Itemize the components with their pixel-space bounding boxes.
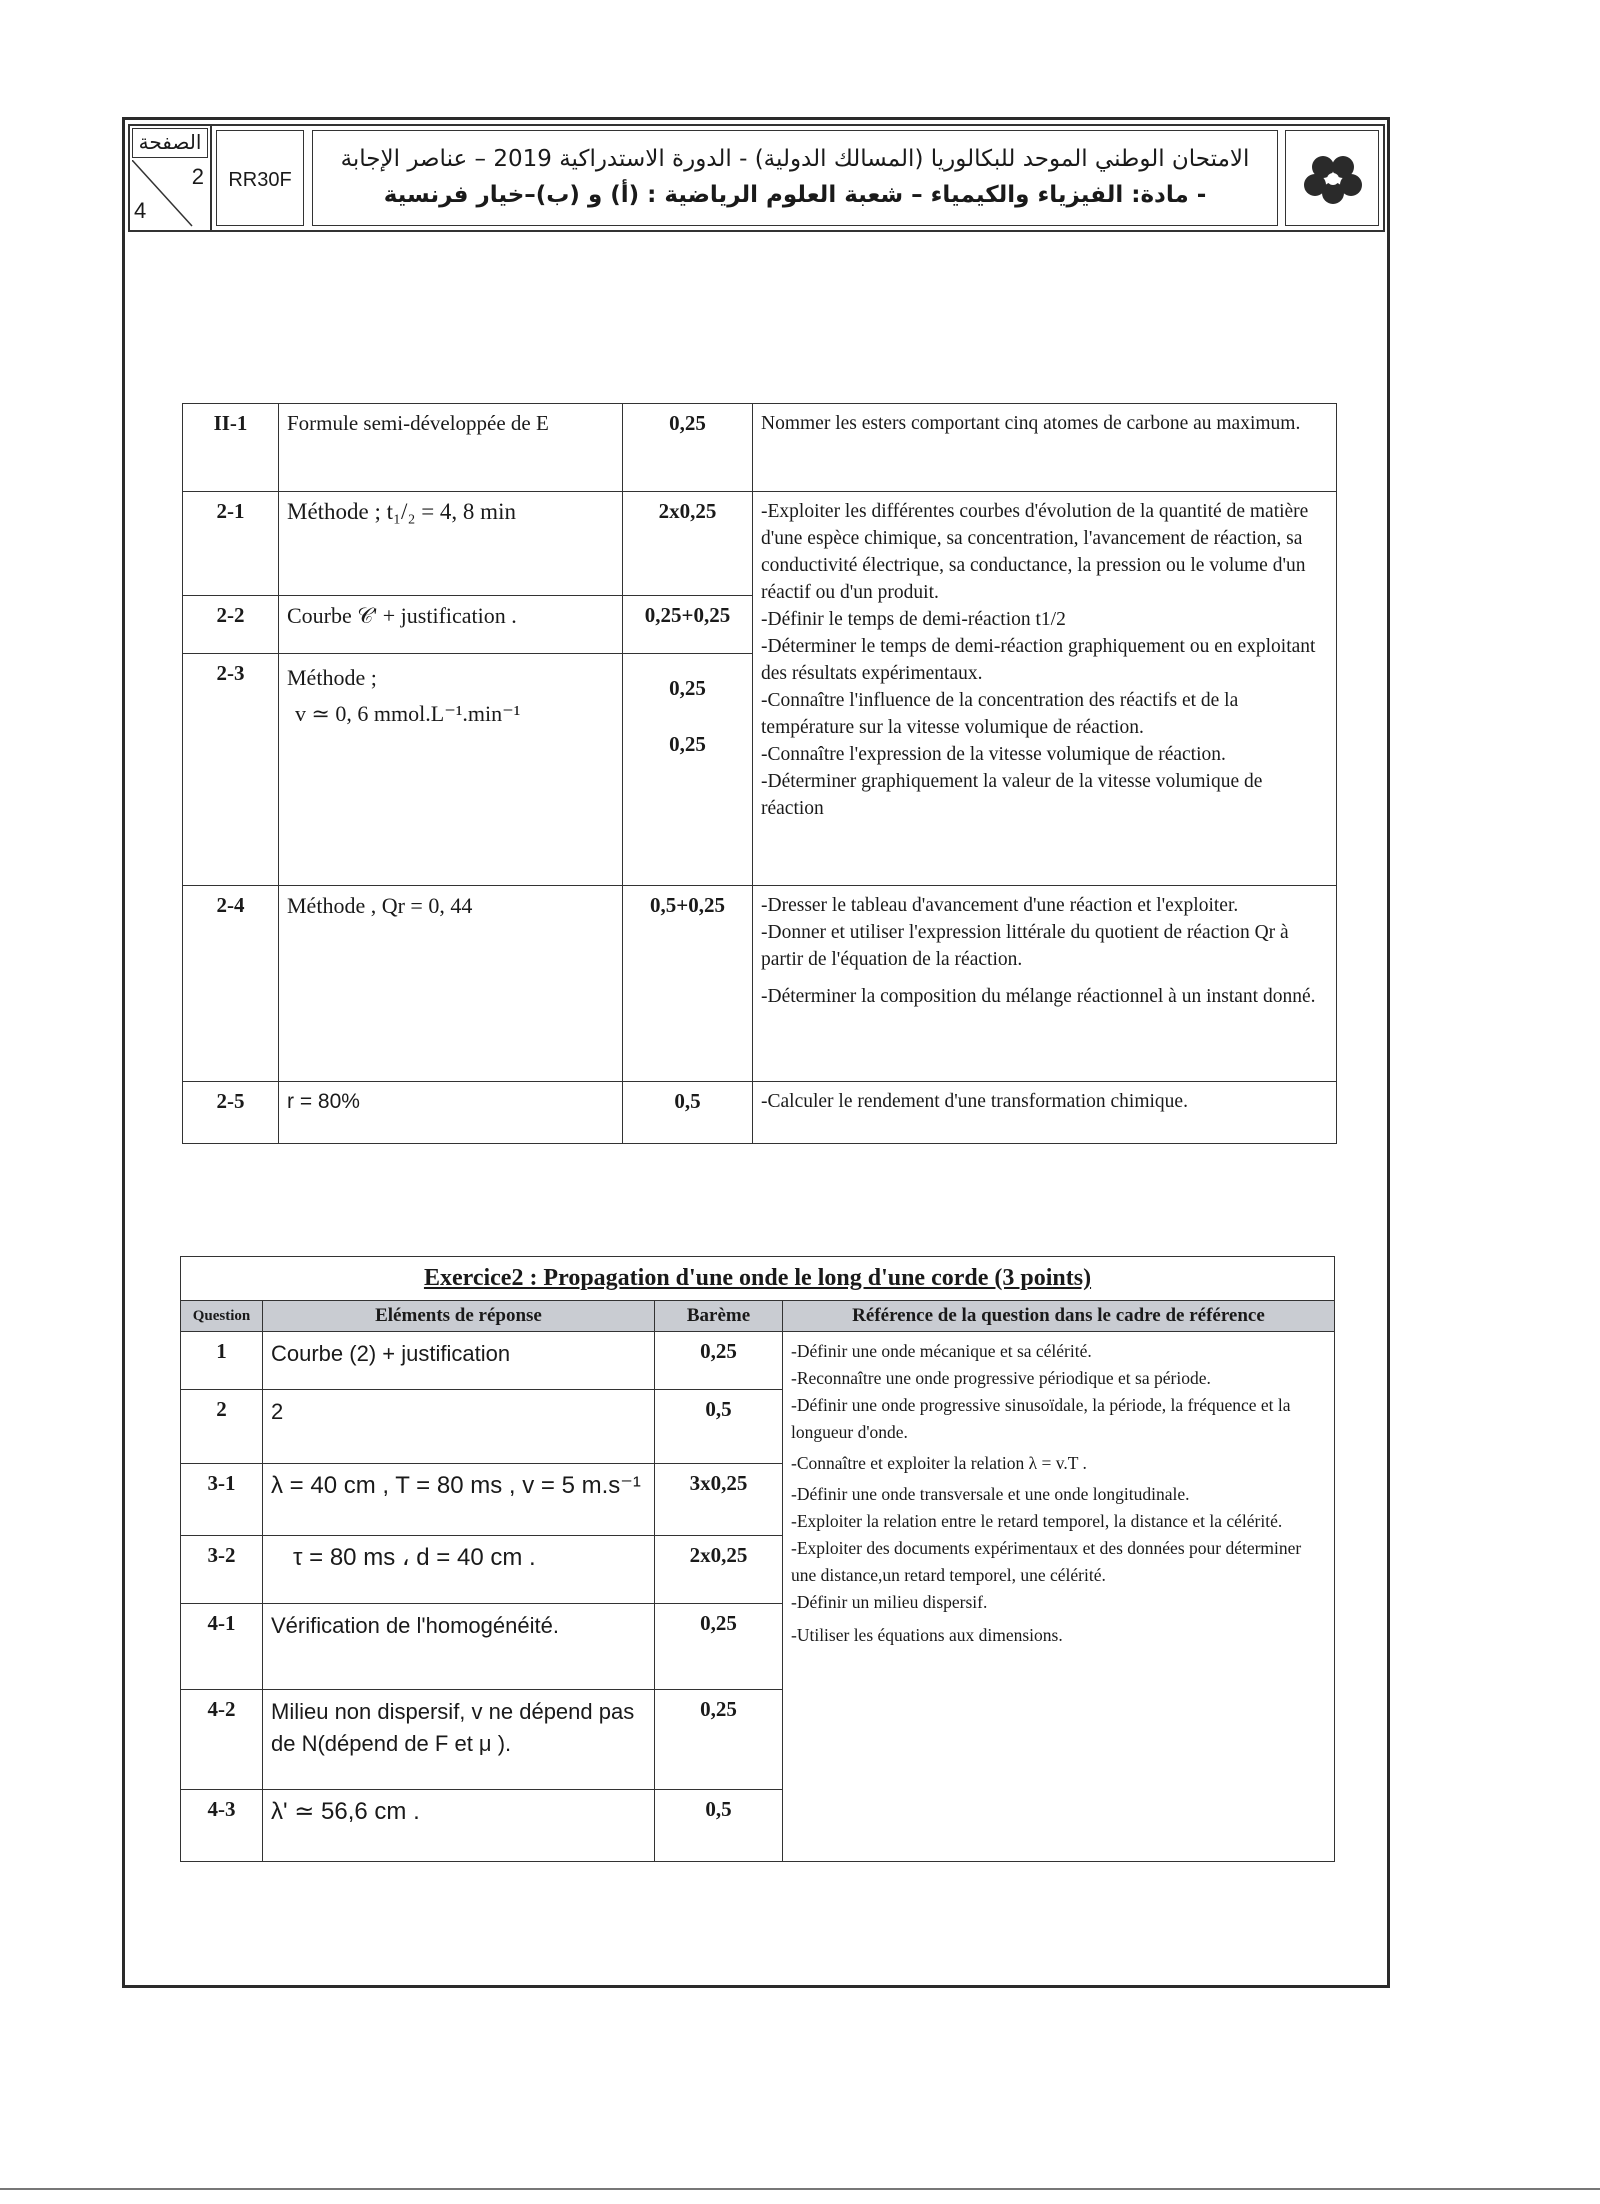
reference-text: -Déterminer graphiquement la valeur de la vitesse volumique de réaction [761, 771, 1263, 819]
wave-exercise-table [180, 1256, 1335, 1862]
header-row [181, 1301, 1335, 1332]
score-cell [623, 654, 753, 886]
question-number: 4-1 [181, 1604, 263, 1690]
exercise-title-text: Exercice2 : Propagation d'une onde le long d'une corde (3 points) [423, 1265, 1092, 1291]
scan-edge-line [0, 2188, 1600, 2190]
question-number: 2-4 [183, 886, 279, 1082]
ministry-logo [1285, 130, 1379, 226]
score-cell: 0,5 [623, 1082, 753, 1144]
reference-text: -Déterminer le temps de demi-réaction graphiquement ou en exploitant des résultats expérimentaux. [761, 636, 1316, 684]
reference-text: -Connaître et exploiter la relation λ = v.T . [791, 1453, 1087, 1473]
score-cell: 0,25 [655, 1690, 783, 1790]
column-header-score: Barème [655, 1301, 783, 1332]
score-value: 0,25 [669, 676, 706, 700]
exercise-title [181, 1257, 1335, 1301]
reference-text: -Connaître l'expression de la vitesse volumique de réaction. [761, 744, 1226, 765]
exam-title [312, 130, 1278, 226]
question-number: 2-5 [183, 1082, 279, 1144]
answer-cell: Méthode ; t₁/₂ = 4, 8 min [279, 492, 623, 596]
question-number: 2-3 [183, 654, 279, 886]
reference-text: -Connaître l'influence de la concentration des réactifs et de la température sur la vitesse volumique de réaction. [761, 690, 1239, 738]
reference-text: -Définir une onde mécanique et sa célérité. [791, 1341, 1092, 1361]
reference-text: -Exploiter les différentes courbes d'évolution de la quantité de matière d'une espèce chimique, sa concentration, l'avancement de réaction, sa conductivité électrique, sa conductance, la pression ou le volume d'un réactif ou d'un produit. [761, 501, 1309, 603]
reference-text: -Utiliser les équations aux dimensions. [791, 1625, 1063, 1645]
column-header-reference: Référence de la question dans le cadre de référence [783, 1301, 1335, 1332]
reference-text: -Donner et utiliser l'expression littérale du quotient de réaction Qr à partir de l'équation de la réaction. [761, 922, 1289, 970]
page-label: الصفحة [132, 128, 208, 158]
answer-cell: Formule semi-développée de E [279, 404, 623, 492]
question-number: 2-1 [183, 492, 279, 596]
table-row [181, 1332, 1335, 1390]
question-number: 4-3 [181, 1790, 263, 1862]
score-cell: 2x0,25 [655, 1536, 783, 1604]
score-cell: 2x0,25 [623, 492, 753, 596]
reference-text: -Définir une onde progressive sinusoïdale, la période, la fréquence et la longueur d'onde. [791, 1395, 1291, 1442]
question-number: 4-2 [181, 1690, 263, 1790]
reference-cell: -Calculer le rendement d'une transformation chimique. [753, 1082, 1337, 1144]
question-number: II-1 [183, 404, 279, 492]
score-cell: 0,5+0,25 [623, 886, 753, 1082]
score-cell: 3x0,25 [655, 1464, 783, 1536]
answer-line: Méthode ; [287, 665, 377, 690]
reference-cell [753, 492, 1337, 886]
answer-cell: Méthode , Qr = 0, 44 [279, 886, 623, 1082]
question-number: 2-2 [183, 596, 279, 654]
reference-text: -Définir le temps de demi-réaction t1/2 [761, 609, 1066, 630]
answer-cell: λ' ≃ 56,6 cm . [263, 1790, 655, 1862]
reference-text: -Exploiter des documents expérimentaux et des données pour déterminer une distance,un retard temporel, une célérité. [791, 1538, 1302, 1585]
chemistry-answer-table [182, 403, 1337, 1144]
table-row [183, 886, 1337, 1082]
title-line-1: الامتحان الوطني الموحد للبكالوريا (المسالك الدولية) - الدورة الاستدراكية 2019 – عناصر الإجابة [340, 146, 1250, 172]
reference-text: -Définir un milieu dispersif. [791, 1592, 988, 1612]
title-line-2: - مادة: الفيزياء والكيمياء – شعبة العلوم الرياضية : (أ) و (ب)–خيار فرنسية [383, 182, 1207, 208]
page-number: 2 [191, 164, 204, 189]
answer-cell: Vérification de l'homogénéité. [263, 1604, 655, 1690]
answer-cell: Courbe 𝒞' + justification . [279, 596, 623, 654]
answer-cell: r = 80% [279, 1082, 623, 1144]
question-number: 1 [181, 1332, 263, 1390]
reference-text: -Reconnaître une onde progressive périodique et sa période. [791, 1368, 1211, 1388]
reference-text: -Définir une onde transversale et une onde longitudinale. [791, 1484, 1190, 1504]
exam-header [128, 124, 1385, 232]
column-header-question: Question [181, 1301, 263, 1332]
reference-text: -Dresser le tableau d'avancement d'une réaction et l'exploiter. [761, 895, 1239, 916]
answer-cell: 2 [263, 1390, 655, 1464]
question-number: 2 [181, 1390, 263, 1464]
exam-code: RR30F [216, 130, 304, 226]
page-total: 4 [134, 198, 147, 223]
score-cell: 0,25 [655, 1332, 783, 1390]
page-counter [130, 126, 212, 230]
table-row [183, 404, 1337, 492]
reference-text: -Exploiter la relation entre le retard temporel, la distance et la célérité. [791, 1511, 1283, 1531]
exercise-title-row [181, 1257, 1335, 1301]
answer-cell: λ = 40 cm , T = 80 ms , v = 5 m.s⁻¹ [263, 1464, 655, 1536]
reference-cell [783, 1332, 1335, 1862]
score-cell: 0,25 [655, 1604, 783, 1690]
table-row [183, 492, 1337, 596]
question-number: 3-1 [181, 1464, 263, 1536]
score-cell: 0,25 [623, 404, 753, 492]
score-value: 0,25 [669, 732, 706, 756]
logo-emblem-icon [1301, 153, 1365, 205]
answer-line: v ≃ 0, 6 mmol.L⁻¹.min⁻¹ [295, 701, 521, 726]
answer-cell [279, 654, 623, 886]
score-cell: 0,25+0,25 [623, 596, 753, 654]
reference-cell: Nommer les esters comportant cinq atomes de carbone au maximum. [753, 404, 1337, 492]
score-cell: 0,5 [655, 1790, 783, 1862]
reference-text: -Déterminer la composition du mélange réactionnel à un instant donné. [761, 986, 1316, 1007]
question-number: 3-2 [181, 1536, 263, 1604]
reference-cell [753, 886, 1337, 1082]
table-row [183, 1082, 1337, 1144]
answer-cell: Courbe (2) + justification [263, 1332, 655, 1390]
answer-cell: Milieu non dispersif, v ne dépend pas de N(dépend de F et μ ). [263, 1690, 655, 1790]
answer-cell: τ = 80 ms ، d = 40 cm . [263, 1536, 655, 1604]
score-cell: 0,5 [655, 1390, 783, 1464]
column-header-answer: Eléments de réponse [263, 1301, 655, 1332]
